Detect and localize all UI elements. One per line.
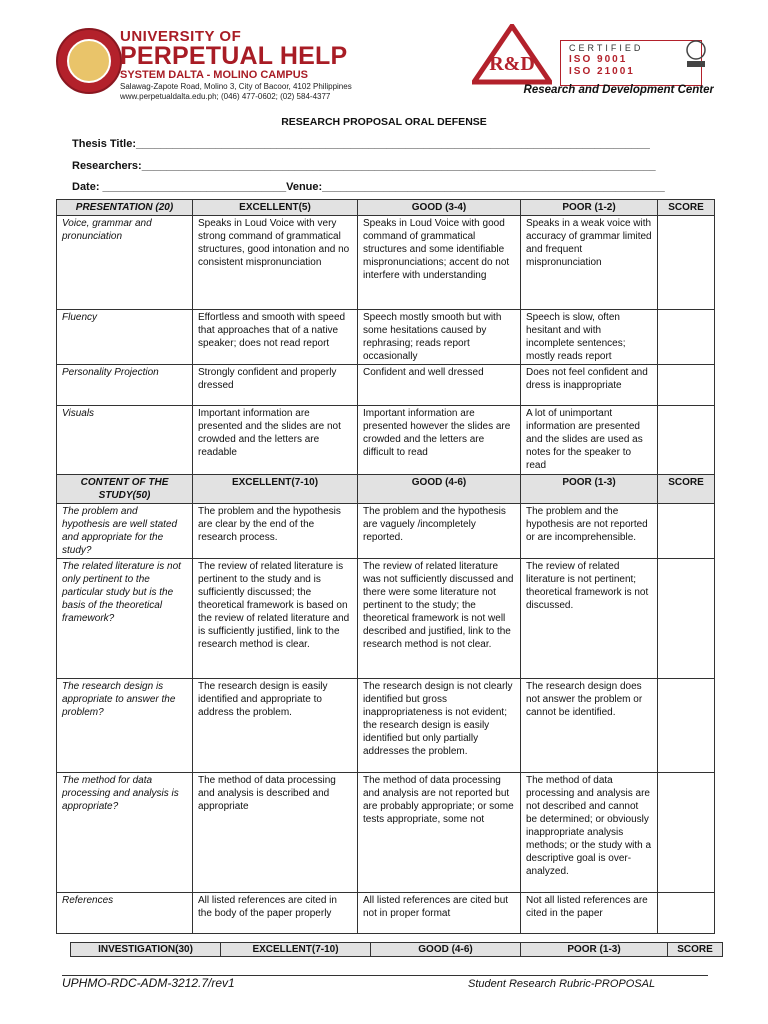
rubric-cell: The problem and hypothesis are well stated and appropriate for the study? [57, 504, 193, 559]
rubric-cell: Speaks in a weak voice with accuracy of grammar limited and frequent mispronunciation [521, 216, 658, 310]
rd-logo-icon [472, 24, 552, 86]
rubric-cell: Important information are presented and the slides are not crowded and the letters are readable [193, 406, 358, 475]
rubric-cell: The method of data processing and analysis is described and appropriate [193, 773, 358, 893]
header-cell: PRESENTATION (20) [57, 200, 193, 216]
header-cell: SCORE [658, 200, 715, 216]
table-row [57, 559, 715, 679]
table-row [57, 365, 715, 406]
score-cell[interactable] [658, 679, 715, 773]
rubric-cell: The related literature is not only pertinent to the particular study but is the basis of the theoretical framework? [57, 559, 193, 679]
rubric-cell: The research design is not clearly identified but gross inappropriateness is not evident; the research design is easily identified but only partially addresses the problem. [358, 679, 521, 773]
iso-21001: ISO 21001 [569, 66, 635, 77]
letterhead [52, 22, 722, 106]
investigation-header-row [71, 943, 723, 957]
rubric-cell: Fluency [57, 310, 193, 365]
rubric-cell: A lot of unimportant information are presented and the slides are used as notes for the speaker to read [521, 406, 658, 475]
rubric-cell: All listed references are cited but not in proper format [358, 893, 521, 934]
header-cell: INVESTIGATION(30) [71, 943, 221, 957]
header-cell: POOR (1-2) [521, 200, 658, 216]
iso-certification-badge [560, 40, 702, 86]
table-row [57, 310, 715, 365]
header-cell: POOR (1-3) [521, 475, 658, 504]
header-cell: GOOD (4-6) [358, 475, 521, 504]
table-row [57, 504, 715, 559]
score-cell[interactable] [658, 773, 715, 893]
score-cell[interactable] [658, 504, 715, 559]
rubric-cell: The research design is easily identified and appropriate to address the problem. [193, 679, 358, 773]
table-row [57, 773, 715, 893]
rubric-cell: Personality Projection [57, 365, 193, 406]
university-name-line1: UNIVERSITY OF [120, 28, 242, 45]
table-row [57, 893, 715, 934]
score-cell[interactable] [658, 559, 715, 679]
research-center-label: Research and Development Center [523, 84, 714, 96]
rubric-cell: Speaks in Loud Voice with good command of grammatical structures and some identifiable mispronunciations; accent do not interfere with understanding [358, 216, 521, 310]
table-row [57, 216, 715, 310]
rubric-cell: Confident and well dressed [358, 365, 521, 406]
footer-document-code: UPHMO-RDC-ADM-3212.7/rev1 [62, 976, 235, 990]
university-seal-icon [56, 28, 122, 94]
score-cell[interactable] [658, 216, 715, 310]
rubric-cell: The research design is appropriate to answer the problem? [57, 679, 193, 773]
document-title: RESEARCH PROPOSAL ORAL DEFENSE [281, 116, 487, 128]
score-cell[interactable] [658, 365, 715, 406]
rubric-cell: The method of data processing and analysis are not described and cannot be determined; or obviously inappropriate analysis methods; or the study with a descriptive goal is over-analyzed. [521, 773, 658, 893]
content-header-row [57, 475, 715, 504]
rubric-cell: Speech is slow, often hesitant and with incomplete sentences; mostly reads report [521, 310, 658, 365]
table-row [57, 679, 715, 773]
header-cell: EXCELLENT(5) [193, 200, 358, 216]
rubric-cell: The research design does not answer the problem or cannot be identified. [521, 679, 658, 773]
rubric-cell: References [57, 893, 193, 934]
rubric-cell: All listed references are cited in the body of the paper properly [193, 893, 358, 934]
header-cell: EXCELLENT(7-10) [193, 475, 358, 504]
score-cell[interactable] [658, 310, 715, 365]
header-cell: EXCELLENT(7-10) [221, 943, 371, 957]
header-cell: POOR (1-3) [521, 943, 668, 957]
table-row [57, 406, 715, 475]
presentation-header-row [57, 200, 715, 216]
header-cell: SCORE [668, 943, 723, 957]
rubric-cell: Visuals [57, 406, 193, 475]
bureau-veritas-icon [684, 40, 708, 68]
rubric-cell: Speaks in Loud Voice with very strong command of grammatical structures, good intonation and no consistent mispronunciation [193, 216, 358, 310]
campus-contact: www.perpetualdalta.edu.ph; (046) 477-0602; (02) 584-4377 [120, 92, 331, 101]
campus-address: Salawag-Zapote Road, Molino 3, City of Bacoor, 4102 Philippines [120, 82, 352, 91]
rubric-cell: The review of related literature is not pertinent; theoretical framework is not discussed. [521, 559, 658, 679]
rubric-cell: Important information are presented however the slides are crowded and the letters are difficult to read [358, 406, 521, 475]
score-cell[interactable] [658, 893, 715, 934]
rubric-cell: Speech mostly smooth but with some hesitations caused by rephrasing; reads report occasionally [358, 310, 521, 365]
rubric-cell: The method of data processing and analysis are not reported but are probably appropriate; or some tests appropriate, some not [358, 773, 521, 893]
rubric-cell: The problem and the hypothesis are clear by the end of the research process. [193, 504, 358, 559]
rubric-cell: The problem and the hypothesis are not reported or are incomprehensible. [521, 504, 658, 559]
rubric-cell: The problem and the hypothesis are vaguely /incompletely reported. [358, 504, 521, 559]
investigation-header-table [70, 942, 723, 957]
rubric-cell: Strongly confident and properly dressed [193, 365, 358, 406]
rubric-cell: Voice, grammar and pronunciation [57, 216, 193, 310]
score-cell[interactable] [658, 406, 715, 475]
rubric-cell: The review of related literature is pertinent to the study and is sufficiently discussed; the theoretical framework is based on the review of related literature and is sufficiently justified, link to the research method is clear. [193, 559, 358, 679]
rubric-cell: Does not feel confident and dress is inappropriate [521, 365, 658, 406]
rubric-cell: Effortless and smooth with speed that approaches that of a native speaker; does not read report [193, 310, 358, 365]
header-cell: CONTENT OF THE STUDY(50) [57, 475, 193, 504]
thesis-title-field[interactable]: Thesis Title:____________________________________________________________________________________ [72, 138, 650, 150]
footer-document-label: Student Research Rubric-PROPOSAL [468, 978, 656, 990]
rubric-cell: The review of related literature was not sufficiently discussed and there were some literature not pertinent to the study; the theoretical framework is not well described and justified, link to the research method is not clear. [358, 559, 521, 679]
iso-9001: ISO 9001 [569, 54, 628, 65]
certified-label: CERTIFIED [569, 43, 644, 53]
university-name-line2: PERPETUAL HELP [120, 42, 348, 70]
header-cell: GOOD (4-6) [371, 943, 521, 957]
header-cell: GOOD (3-4) [358, 200, 521, 216]
header-cell: SCORE [658, 475, 715, 504]
campus-name: SYSTEM DALTA - MOLINO CAMPUS [120, 69, 309, 81]
rubric-cell: The method for data processing and analysis is appropriate? [57, 773, 193, 893]
rd-logo-text: R&D [489, 53, 535, 75]
rubric-table [56, 199, 715, 934]
rubric-cell: Not all listed references are cited in the paper [521, 893, 658, 934]
date-venue-field[interactable]: Date: ______________________________Venue:________________________________________________________ [72, 181, 665, 193]
researchers-field[interactable]: Researchers:____________________________________________________________________________________ [72, 160, 656, 172]
